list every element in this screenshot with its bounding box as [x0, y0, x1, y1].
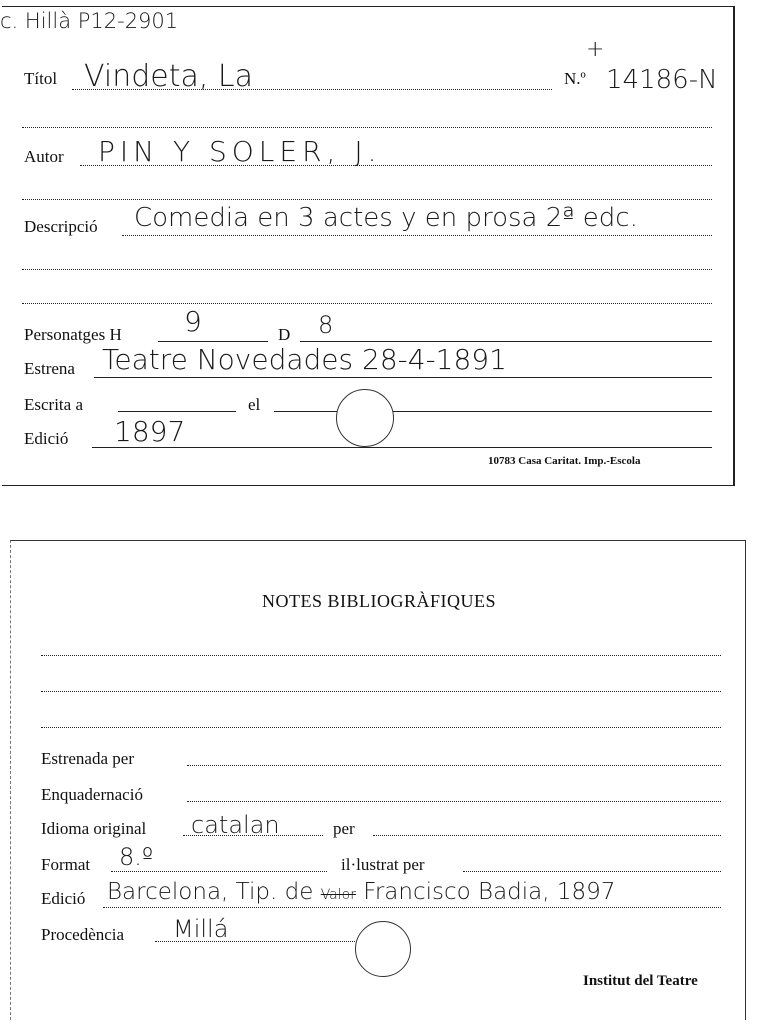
escrita-el-label: el — [248, 395, 261, 414]
autor-extra-line — [22, 199, 712, 200]
edicio-label: Edició — [24, 429, 69, 448]
edicio-back-value — [107, 879, 615, 905]
idioma-label: Idioma original — [41, 819, 147, 838]
personatges-d-line — [300, 341, 712, 342]
notes-heading: NOTES BIBLIOGRÀFIQUES — [261, 591, 496, 611]
escrita-line — [118, 411, 236, 412]
illustrat-line — [463, 871, 721, 872]
edicio-back-value-b: Francisco Badia, 1897 — [363, 879, 616, 905]
illustrat-label: il·lustrat per — [341, 855, 425, 874]
estrenada-label: Estrenada per — [41, 749, 134, 768]
personatges-label: Personatges H — [24, 325, 122, 344]
descripcio-value: Comedia en 3 actes y en prosa 2ª edc. — [134, 203, 638, 233]
notes-line-1 — [41, 655, 721, 656]
enquadernacio-label: Enquadernació — [41, 785, 143, 804]
printer-imprint: 10783 Casa Caritat. Imp.-Escola — [488, 455, 641, 467]
catalog-card-back — [10, 540, 746, 1020]
notes-line-2 — [41, 691, 721, 692]
format-value: 8.º — [119, 843, 154, 871]
punch-hole-back — [355, 921, 411, 977]
estrena-value: Teatre Novedades 28-4-1891 — [102, 343, 507, 376]
edicio-back-struck: Valor — [320, 887, 356, 903]
titol-extra-line — [22, 127, 712, 128]
enquadernacio-line — [187, 801, 721, 802]
format-label: Format — [41, 855, 91, 874]
descripcio-line — [122, 235, 712, 236]
edicio-back-label: Edició — [41, 889, 86, 908]
estrena-label: Estrena — [24, 359, 75, 378]
catalog-card-front — [2, 6, 735, 486]
personatges-h-line — [158, 341, 268, 342]
num-label: N.º — [564, 69, 586, 88]
personatges-d-value: 8 — [318, 311, 334, 339]
format-line — [111, 871, 327, 872]
procedencia-label: Procedència — [41, 925, 125, 944]
idioma-per-line — [373, 835, 721, 836]
descripcio-extra-line-1 — [22, 269, 712, 270]
personatges-d-label: D — [278, 325, 291, 344]
punch-hole — [336, 389, 394, 447]
estrena-line — [94, 377, 712, 378]
escrita-label: Escrita a — [24, 395, 83, 414]
edicio-back-line — [103, 907, 721, 908]
titol-value: Vindeta, La — [84, 59, 254, 94]
descripcio-extra-line-2 — [22, 303, 712, 304]
descripcio-label: Descripció — [24, 217, 98, 236]
notes-line-3 — [41, 727, 721, 728]
edicio-back-value-a: Barcelona, Tip. de — [107, 879, 314, 905]
autor-label: Autor — [24, 147, 64, 166]
personatges-h-value: 9 — [184, 305, 202, 338]
num-value: 14186-N — [606, 65, 718, 95]
num-mark: + — [586, 37, 605, 62]
autor-value: PIN Y SOLER, J. — [98, 135, 382, 168]
titol-label: Títol — [24, 69, 58, 88]
idioma-per-label: per — [333, 819, 355, 838]
procedencia-value: Millá — [173, 915, 229, 943]
estrenada-line — [187, 765, 721, 766]
edicio-value: 1897 — [114, 415, 186, 448]
reference-note: c. Hillà P12-2901 — [0, 9, 179, 33]
institution-name: Institut del Teatre — [583, 973, 698, 989]
idioma-value: catalan — [191, 811, 280, 839]
